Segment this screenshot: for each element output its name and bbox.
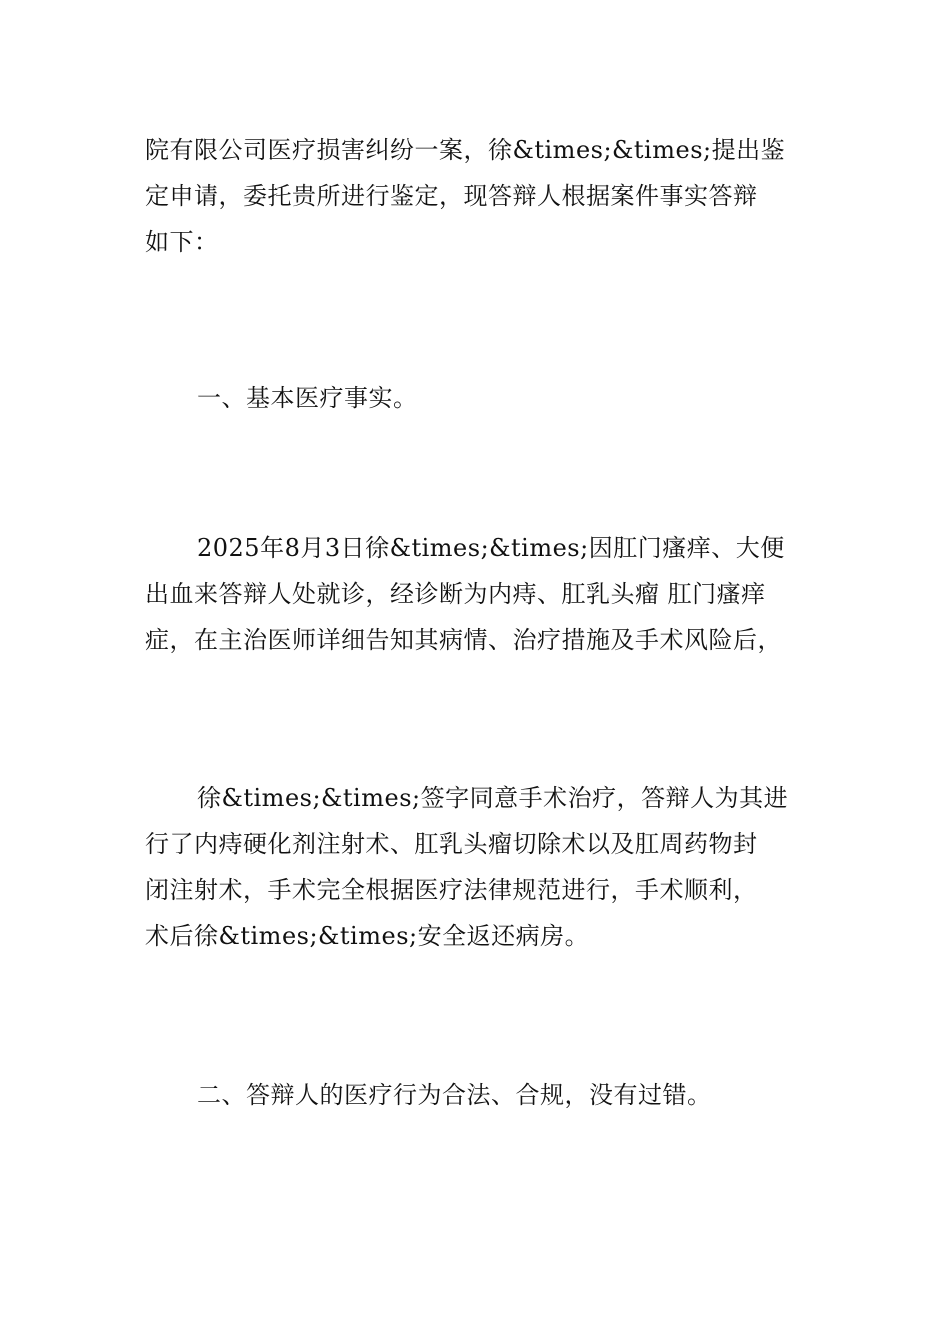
section-heading-1 <box>145 375 815 421</box>
paragraph-intro <box>145 127 815 265</box>
text-line: 术后徐&times;&times;安全返还病房。 <box>145 922 590 950</box>
text-line: 院有限公司医疗损害纠纷一案，徐&times;&times;提出鉴 <box>145 136 786 164</box>
text-line: 症，在主治医师详细告知其病情、治疗措施及手术风险后， <box>145 626 782 654</box>
text-line: 如下： <box>145 228 219 256</box>
paragraph-facts <box>145 525 815 663</box>
text-line: 闭注射术，手术完全根据医疗法律规范进行，手术顺利， <box>145 876 758 904</box>
heading-text: 一、基本医疗事实。 <box>197 384 418 412</box>
section-heading-2 <box>145 1072 815 1118</box>
text-line: 定申请，委托贵所进行鉴定，现答辩人根据案件事实答辩 <box>145 182 758 210</box>
text-line: 徐&times;&times;签字同意手术治疗，答辩人为其进 <box>197 784 789 812</box>
text-line: 行了内痔硬化剂注射术、肛乳头瘤切除术以及肛周药物封 <box>145 830 758 858</box>
heading-text: 二、答辩人的医疗行为合法、合规，没有过错。 <box>197 1081 712 1109</box>
text-line: 2025年8月3日徐&times;&times;因肛门瘙痒、大便 <box>197 534 785 562</box>
text-line: 出血来答辩人处就诊，经诊断为内痔、肛乳头瘤 肛门瘙痒 <box>145 580 766 608</box>
paragraph-surgery <box>145 775 815 959</box>
